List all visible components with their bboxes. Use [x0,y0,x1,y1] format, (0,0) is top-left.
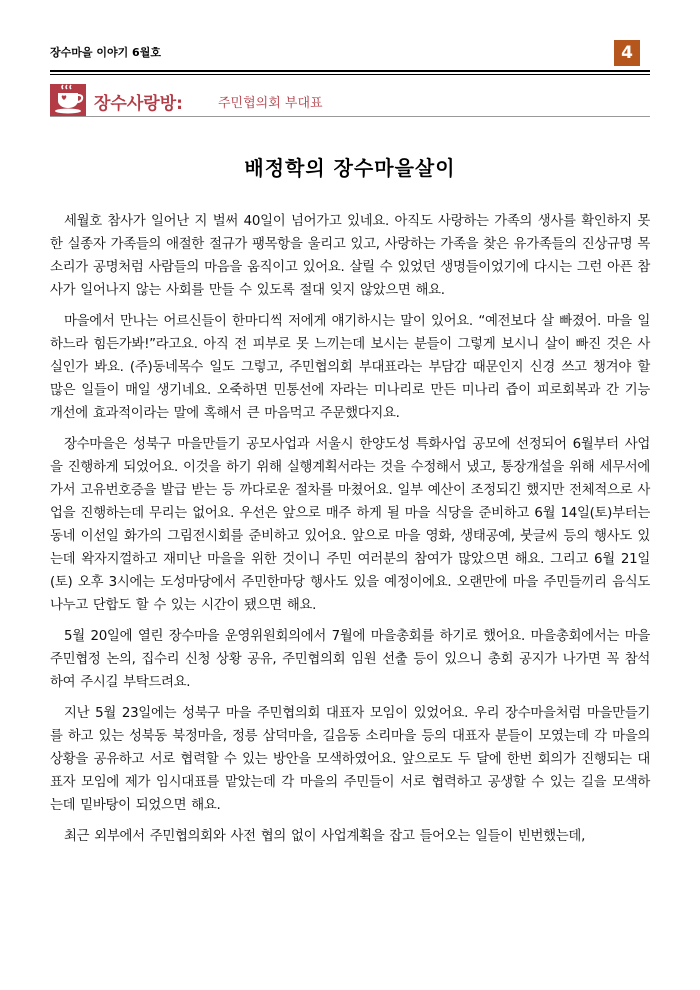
header-rule-thick [50,70,650,72]
newsletter-title: 장수마을 이야기 6월호 [50,46,161,59]
paragraph: 지난 5월 23일에는 성북구 마을 주민협의회 대표자 모임이 있었어요. 우리 장수마을처럼 마을만들기를 하고 있는 성북동 북정마을, 정릉 삼덕마을, 길음동 소리마을 등의 대표자 분들이 모였는데 각 마을의 상황을 공유하고 서로 협력할 수 있는 방안을 모색하였어요. 앞으로도 두 달에 한번 회의가 진행되는 대표자 모임에 제가 임시대표를 맡았는데 각 마을의 주민들이 서로 협력하고 공생할 수 있는 길을 모색하는데 밑바탕이 되었으면 해요. [50,706,650,813]
section-subtitle: 주민협의회 부대표 [218,96,323,111]
paragraph: 장수마을은 성북구 마을만들기 공모사업과 서울시 한양도성 특화사업 공모에 선정되어 6월부터 사업을 진행하게 되었어요. 이것을 하기 위해 실행계획서라는 것을 수정해서 냈고, 통장개설을 위해 세무서에 가서 고유번호증을 발급 받는 등 까다로운 절차를 마쳤어요. 일부 예산이 조정되긴 했지만 전체적으로 사업을 진행하는데 무리는 없어요. 우선은 앞으로 매주 하게 될 마을 식당을 준비하고 6월 14일(토)부터는 동네 이선일 화가의 그림전시회를 준비하고 있어요. 앞으로 마을 영화, 생태공예, 붓글씨 등의 행사도 있는데 왁자지껄하고 재미난 마을을 위한 것이니 주민 여러분의 참여가 많았으면 해요. 그리고 6월 21일(토) 오후 3시에는 도성마당에서 주민한마당 행사도 있을 예정이에요. 오랜만에 마을 주민들끼리 음식도 나누고 단합도 할 수 있는 시간이 됐으면 해요. [50,437,650,613]
section-header [50,84,650,117]
article-body [50,210,650,856]
page-number-badge: 4 [614,40,640,66]
section-label: 장수사랑방: [94,94,183,114]
paragraph: 5월 20일에 열린 장수마을 운영위원회의에서 7월에 마을총회를 하기로 했어요. 마을총회에서는 마을주민협정 논의, 집수리 신청 상황 공유, 주민협의회 임원 선출 등이 있으니 총회 공지가 나가면 꼭 참석하여 주시길 부탁드려요. [50,629,650,690]
article-title: 배정학의 장수마을살이 [244,156,456,180]
coffee-cup-icon [50,84,86,116]
header-rule-thin [50,74,650,75]
paragraph: 마을에서 만나는 어르신들이 한마디씩 저에게 얘기하시는 말이 있어요. “예전보다 살 빠졌어. 마을 일하느라 힘든가봐!”라고요. 아직 전 피부로 못 느끼는데 보시는 분들이 그렇게 보시니 살이 빠진 것은 사실인가 봐요. (주)동네목수 일도 그렇고, 주민협의회 부대표라는 부담감 때문인지 신경 쓰고 챙겨야 할 많은 일들이 매일 생기네요. 오죽하면 민통선에 자라는 미나리로 만든 미나리 즙이 피로회복과 간 기능 개선에 효과적이라는 말에 혹해서 큰 마음먹고 주문했다지요. [50,314,650,421]
paragraph: 세월호 참사가 일어난 지 벌써 40일이 넘어가고 있네요. 아직도 사랑하는 가족의 생사를 확인하지 못한 실종자 가족들의 애절한 절규가 팽목항을 울리고 있고, 사랑하는 가족을 찾은 유가족들의 진상규명 목소리가 공명처럼 사람들의 마음을 움직이고 있어요. 살릴 수 있었던 생명들이었기에 다시는 그런 아픈 참사가 일어나지 않는 사회를 만들 수 있도록 절대 잊지 않았으면 해요. [50,214,650,298]
paragraph: 최근 외부에서 주민협의회와 사전 협의 없이 사업계획을 잡고 들어오는 일들이 빈번했는데, [64,829,586,844]
